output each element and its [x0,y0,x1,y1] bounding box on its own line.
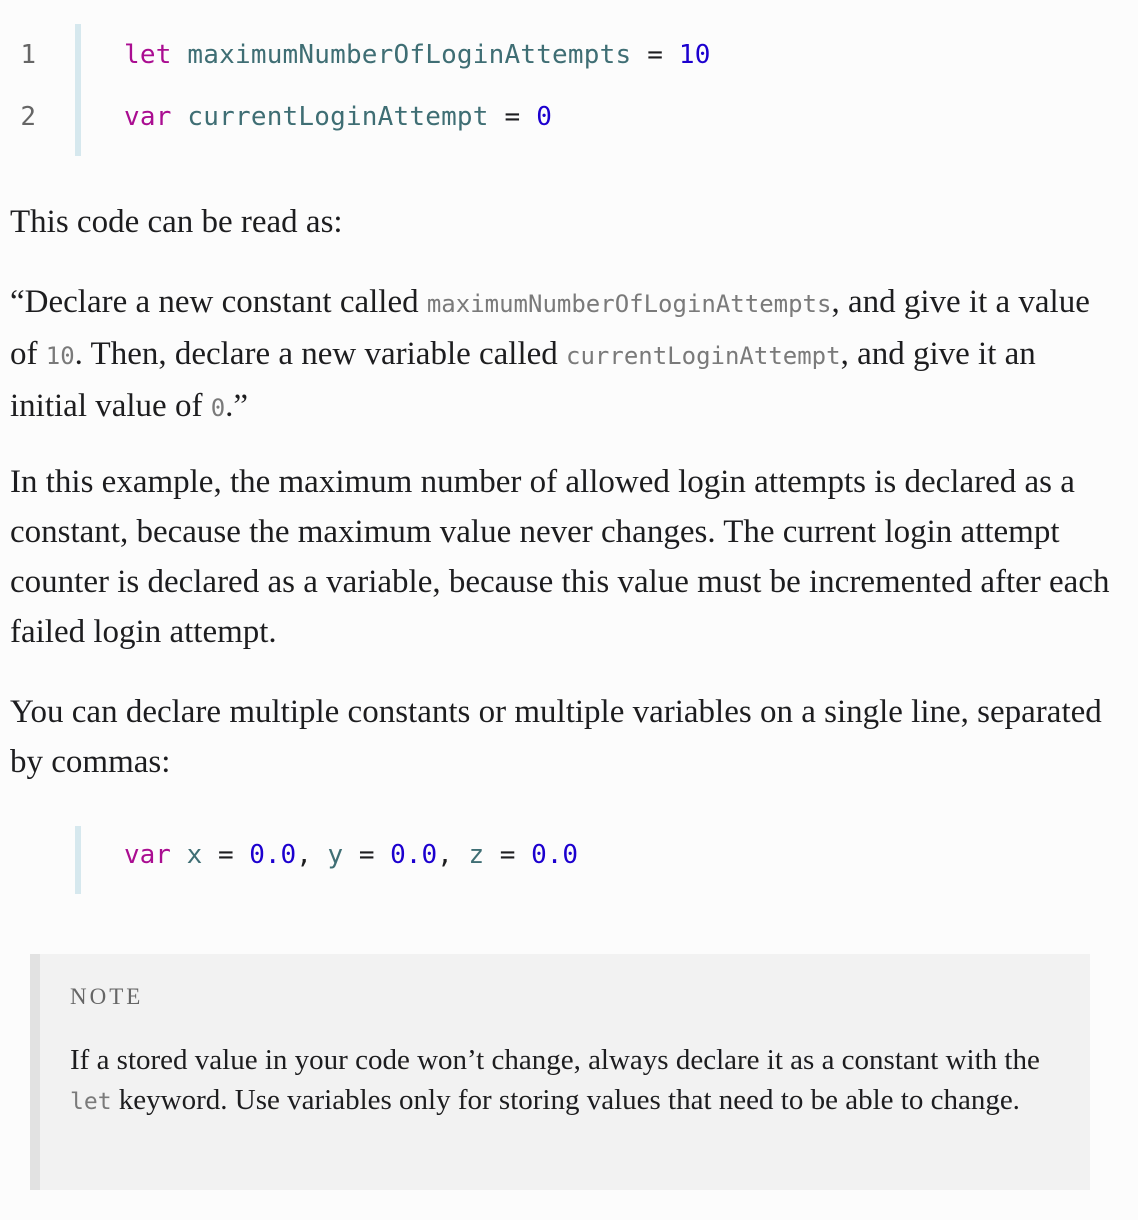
code-number: 10 [678,40,711,70]
line-number: 1 [20,40,36,70]
code-identifier: x [186,840,203,870]
code-operator: = [217,840,234,870]
text-run: , and give it a value of [10,284,1090,372]
paragraph-intro: This code can be read as: [10,204,343,240]
code-operator: = [647,40,664,70]
code-identifier: currentLoginAttempt [187,102,489,132]
paragraph-example: In this example, the maximum number of allowed login attempts is declared as a constant, because the maximum value never changes. The current login attempt counter is declared as a variable, because this value must be incremented after each failed login attempt. [10,464,1110,650]
code-operator: = [499,840,516,870]
inline-code: maximumNumberOfLoginAttempts [426,290,832,318]
code-block-accent-bar [75,24,81,156]
text-run: “Declare a new constant called [10,284,427,320]
code-line [124,24,711,86]
code-keyword: let [124,40,172,70]
code-separator: , [296,840,312,870]
line-number: 2 [20,102,36,132]
code-listing-declarations [0,24,1100,156]
code-number: 0.0 [531,840,579,870]
text-run: If a stored value in your code won’t change, always declare it as a constant with the [70,1044,1040,1076]
note-callout [30,954,1090,1190]
code-operator: = [358,840,375,870]
code-keyword: var [124,102,172,132]
code-number: 0 [536,102,553,132]
paragraph-quote [10,277,1120,433]
code-line [124,86,711,148]
code-identifier: maximumNumberOfLoginAttempts [187,40,632,70]
code-lines [124,24,711,148]
code-identifier: y [327,840,344,870]
inline-code: let [70,1089,112,1115]
paragraph-multiple-declarations: You can declare multiple constants or multiple variables on a single line, separated by commas: [10,694,1102,780]
code-block-accent-bar [75,826,81,894]
code-listing-multiple-vars [124,826,578,888]
text-run: .” [225,388,249,424]
text-run: keyword. Use variables only for storing values that need to be able to change. [111,1084,1020,1116]
code-operator: = [504,102,521,132]
inline-code: 0 [210,394,226,422]
inline-code: currentLoginAttempt [566,342,841,370]
inline-code: 10 [45,342,75,370]
code-number: 0.0 [249,840,297,870]
code-separator: , [437,840,453,870]
note-body [70,1040,1070,1122]
code-identifier: z [468,840,485,870]
line-number-gutter [0,24,74,148]
text-run: . Then, declare a new variable called [74,336,567,372]
note-title: NOTE [70,984,144,1009]
text-run: , and give it an initial value of [10,336,1036,424]
code-number: 0.0 [390,840,438,870]
code-keyword: var [124,840,171,870]
